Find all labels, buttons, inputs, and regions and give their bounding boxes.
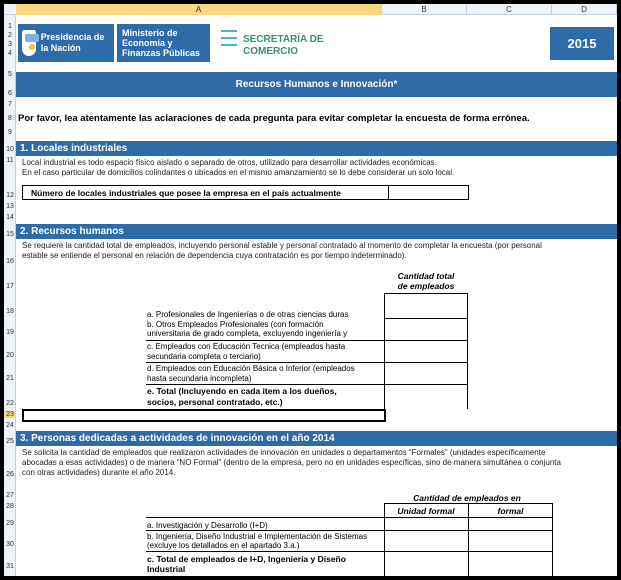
unit-formal-header: Unidad formal bbox=[397, 506, 455, 516]
innov-input-a-formal[interactable] bbox=[386, 519, 467, 529]
column-header-d[interactable]: D bbox=[552, 4, 617, 15]
row-number[interactable]: 27 bbox=[6, 492, 14, 499]
hr-item-b-line-2: universitaria de grado completa, excluyendo ingeniería y bbox=[147, 329, 348, 338]
ministerio-logo: Ministerio de Economía y Finanzas Públicas bbox=[117, 24, 210, 62]
innov-input-c-nonformal[interactable] bbox=[470, 553, 552, 575]
hr-item-a: a. Profesionales de Ingenierías o de otras ciencias duras bbox=[147, 310, 349, 319]
spreadsheet-window bbox=[4, 4, 617, 576]
column-header-bar bbox=[4, 4, 617, 15]
hr-item-c-line-1: c. Empleados con Educación Tecnica (empleados hasta bbox=[147, 342, 346, 351]
selected-row-23[interactable] bbox=[22, 409, 386, 422]
row-number[interactable]: 3 bbox=[8, 41, 12, 48]
row-number[interactable]: 28 bbox=[6, 503, 14, 510]
row-number[interactable]: 31 bbox=[6, 563, 14, 570]
row-number[interactable]: 29 bbox=[6, 520, 14, 527]
row-number[interactable]: 21 bbox=[6, 375, 14, 382]
innov-input-c-formal[interactable] bbox=[386, 553, 467, 575]
row-header-bar bbox=[4, 15, 16, 576]
row-number[interactable]: 22 bbox=[6, 400, 14, 407]
row-number[interactable]: 24 bbox=[6, 422, 14, 429]
hr-item-d-line-2: hasta secundaria incompleta) bbox=[147, 374, 252, 383]
row-number[interactable]: 6 bbox=[8, 90, 12, 97]
section-3-line-1: Se solicita la cantidad de empleados que realizaron actividades de innovación en unidades o departamentos “Formales” (unidades específicamente bbox=[22, 448, 546, 457]
page-title: Recursos Humanos e Innovación* bbox=[16, 72, 617, 97]
employees-col-header bbox=[382, 271, 470, 291]
local-count-label: Número de locales industriales que posee la empresa en el país actualmente bbox=[31, 188, 341, 198]
row-number[interactable]: 15 bbox=[6, 231, 14, 238]
innov-item-a: a. Investigación y Desarrollo (I+D) bbox=[147, 521, 268, 530]
hr-item-c-line-2: secundaria completa o terciario) bbox=[147, 352, 261, 361]
year-badge: 2015 bbox=[550, 27, 614, 60]
section-2-heading: 2. Recursos humanos bbox=[16, 224, 617, 239]
innov-item-c-line-1: c. Total de empleados de I+D, Ingeniería y Diseño bbox=[147, 554, 346, 564]
column-header-a[interactable]: A bbox=[16, 4, 382, 15]
row-number[interactable]: 10 bbox=[6, 146, 14, 153]
row-number[interactable]: 9 bbox=[8, 129, 12, 136]
presidencia-logo-text: Presidencia de la Nación bbox=[40, 32, 105, 53]
section-1-line-2: En el caso particular de domicilios colindantes o ubicados en el mismo amanzamiento se lo debe considerar un solo local. bbox=[22, 168, 455, 177]
hr-input-d[interactable] bbox=[386, 364, 467, 383]
column-header-c[interactable]: C bbox=[467, 4, 552, 15]
secretaria-logo bbox=[219, 24, 349, 62]
row-number[interactable]: 12 bbox=[6, 192, 14, 199]
row-number[interactable]: 20 bbox=[6, 352, 14, 359]
row-number[interactable]: 13 bbox=[6, 203, 14, 210]
hr-input-total[interactable] bbox=[386, 386, 467, 408]
innov-item-b-line-1: b. Ingeniería, Diseño Industrial e Implementación de Sistemas bbox=[147, 532, 368, 541]
row-number[interactable]: 30 bbox=[6, 541, 14, 548]
row-number[interactable]: 4 bbox=[8, 50, 12, 57]
divider bbox=[146, 362, 468, 363]
innov-item-c-line-2: Industrial bbox=[147, 564, 186, 574]
hr-item-b-line-1: b. Otros Empleados Profesionales (con formación bbox=[147, 320, 324, 329]
hr-item-e-line-1: e. Total (Incluyendo en cada item a los dueños, bbox=[147, 386, 337, 396]
innov-input-b-nonformal[interactable] bbox=[470, 532, 552, 550]
section-3-heading: 3. Personas dedicadas a actividades de innovación en el año 2014 bbox=[16, 431, 617, 446]
row-number[interactable]: 8 bbox=[8, 115, 12, 122]
row-number[interactable]: 7 bbox=[8, 101, 12, 108]
hr-item-d-line-1: d. Empleados con Educación Básica o Inferior (empleados bbox=[147, 364, 355, 373]
innov-input-b-formal[interactable] bbox=[386, 532, 467, 550]
divider bbox=[146, 340, 468, 341]
secretaria-bars-icon bbox=[221, 30, 237, 51]
worksheet bbox=[16, 15, 617, 576]
row-number[interactable]: 17 bbox=[6, 283, 14, 290]
presidencia-logo bbox=[18, 24, 114, 62]
row-number[interactable]: 19 bbox=[6, 329, 14, 336]
local-count-input[interactable] bbox=[390, 186, 468, 199]
row-number[interactable]: 5 bbox=[8, 71, 12, 78]
intro-text: Por favor, lea atentamente las aclaraciones de cada pregunta para evitar completar la encuesta de forma errónea. bbox=[18, 113, 530, 124]
hr-input-c[interactable] bbox=[386, 342, 467, 361]
row-number[interactable]: 11 bbox=[6, 157, 14, 164]
divider bbox=[146, 551, 553, 552]
divider bbox=[384, 318, 468, 319]
section-1-line-1: Local industrial es todo espacio físico aislado o separado de otros, utilizado para desarrollar actividades económicas. bbox=[22, 158, 437, 167]
hr-input-a[interactable] bbox=[386, 295, 467, 317]
section-2-line-2: estable se entiende el personal en relación de dependencia cuya contratación es por tiempo indeterminado). bbox=[22, 251, 407, 260]
secretaria-logo-text: SECRETARÍA DE COMERCIO bbox=[243, 34, 324, 57]
divider bbox=[146, 517, 553, 518]
section-2-line-1: Se requiere la cantidad total de empleados, incluyendo personal estable y personal contratado al momento de completar la encuesta (por personal bbox=[22, 241, 542, 250]
row-number-selected[interactable]: 23 bbox=[4, 411, 16, 418]
hr-input-b[interactable] bbox=[386, 320, 467, 339]
row-number[interactable]: 1 bbox=[8, 23, 12, 30]
divider bbox=[146, 384, 468, 385]
row-number[interactable]: 14 bbox=[6, 214, 14, 221]
row-number[interactable]: 16 bbox=[6, 258, 14, 265]
divider bbox=[146, 530, 553, 531]
local-count-divider bbox=[388, 185, 389, 200]
row-number[interactable]: 18 bbox=[6, 308, 14, 315]
section-1-heading: 1. Locales industriales bbox=[16, 141, 617, 156]
section-3-line-3: con otras actividades) durante el año 2014. bbox=[22, 468, 176, 477]
innov-item-b-line-2: (excluye los detallados en el apartado 3.a.) bbox=[147, 541, 300, 550]
section-3-line-2: abocadas a esas actividades) o de manera “NO Formal” (dentro de la empresa, pero no en unidades específicas, sino de manera simultánea o conjunta bbox=[22, 458, 561, 467]
innovation-col-header: Cantidad de empleados en bbox=[413, 493, 521, 503]
row-number[interactable]: 25 bbox=[6, 438, 14, 445]
non-formal-header: formal bbox=[497, 506, 524, 516]
innov-input-a-nonformal[interactable] bbox=[470, 519, 552, 529]
column-header-b[interactable]: B bbox=[382, 4, 467, 15]
employees-col-header-line-2: de empleados bbox=[397, 281, 455, 291]
employees-col-header-line-1: Cantidad total bbox=[397, 271, 455, 281]
national-shield-icon bbox=[22, 30, 36, 56]
row-number[interactable]: 26 bbox=[6, 471, 14, 478]
hr-item-e-line-2: socios, personal contratado, etc.) bbox=[147, 397, 283, 407]
row-number[interactable]: 2 bbox=[8, 32, 12, 39]
